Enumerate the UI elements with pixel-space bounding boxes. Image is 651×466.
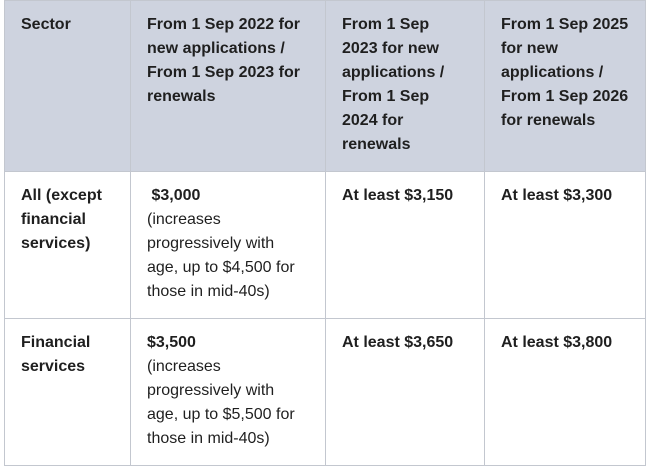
salary-table-container <box>4 0 645 455</box>
phase-2022-cell <box>131 172 326 319</box>
amount-note: (increases progressively with age, up to $5,500 for those in mid-40s) <box>147 358 295 447</box>
header-sector: Sector <box>5 1 131 172</box>
table-row <box>5 172 646 319</box>
table-body <box>5 172 646 466</box>
header-phase-2023: From 1 Sep 2023 for new applications / From 1 Sep 2024 for renewals <box>326 1 485 172</box>
sector-cell: Financial services <box>5 319 131 466</box>
phase-2023-cell: At least $3,650 <box>326 319 485 466</box>
table-row <box>5 319 646 466</box>
amount-value: $3,500 <box>147 334 196 351</box>
phase-2022-cell <box>131 319 326 466</box>
header-phase-2022: From 1 Sep 2022 for new applications / From 1 Sep 2023 for renewals <box>131 1 326 172</box>
header-phase-2025: From 1 Sep 2025 for new applications / From 1 Sep 2026 for renewals <box>485 1 646 172</box>
phase-2025-cell: At least $3,800 <box>485 319 646 466</box>
amount-note: (increases progressively with age, up to $4,500 for those in mid-40s) <box>147 211 295 300</box>
salary-table <box>4 0 646 466</box>
amount-value: $3,000 <box>147 187 201 204</box>
table-header <box>5 1 646 172</box>
header-row <box>5 1 646 172</box>
sector-cell: All (except financial services) <box>5 172 131 319</box>
phase-2025-cell: At least $3,300 <box>485 172 646 319</box>
phase-2023-cell: At least $3,150 <box>326 172 485 319</box>
